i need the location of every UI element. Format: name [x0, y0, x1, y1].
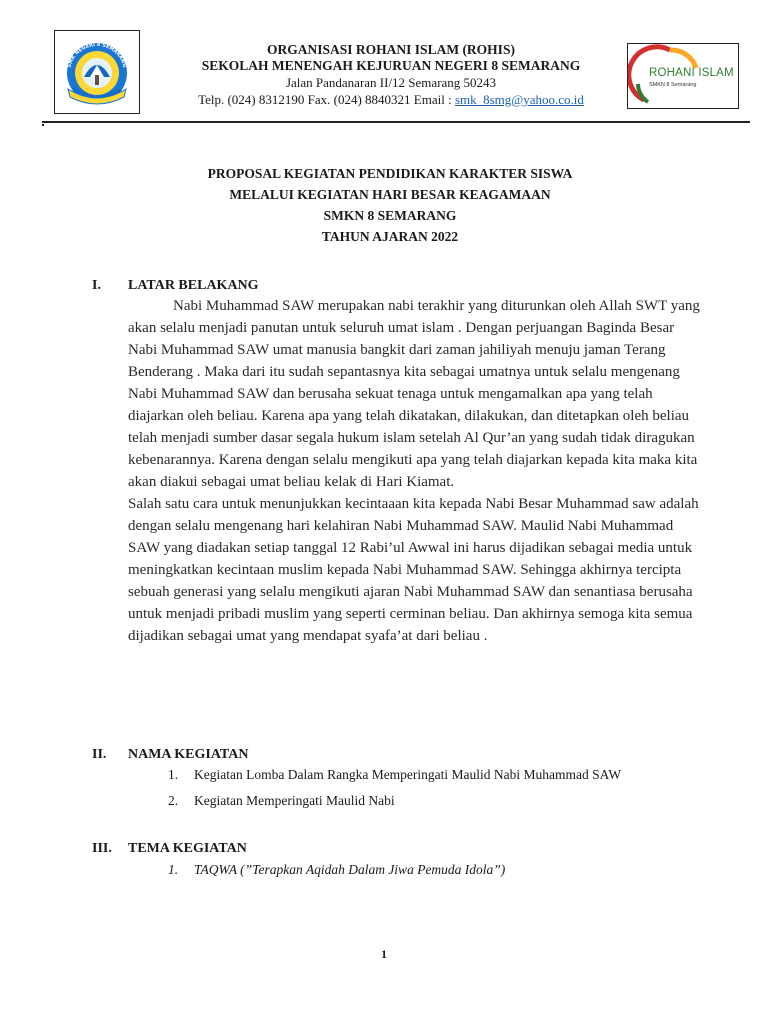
- section-3-number: III.: [92, 841, 112, 856]
- school-logo-bottom-text: TUT WURI HANDAYANI: [71, 87, 123, 100]
- page-number: 1: [381, 947, 387, 961]
- school-logo: [54, 30, 140, 114]
- contact-prefix: Telp. (024) 8312190 Fax. (024) 8840321 Email :: [198, 92, 455, 107]
- letterhead-text: [150, 42, 632, 109]
- background-paragraph-2: Salah satu cara untuk menunjukkan kecintaaan kita kepada Nabi Besar Muhammad saw adalah dengan selalu mengenang hari kelahiran Nabi Muhammad SAW. Maulid Nabi Muhammad SAW yang diadakan setiap tanggal 12 Rabi’ul Awwal ini harus dijadikan sebagai media untuk meningkatkan kecintaan muslim kepada Nabi Muhammad SAW. Sehingga akhirnya tercipta sebuah generasi yang selalu mengikuti ajaran Nabi Muhammad SAW dan senantiasa berusaha untuk menjadi pribadi muslim yang seperti cerminan beliau. Dan akhirnya semoga kita semua dijadikan sebagai umat yang mendapat syafa’at dari beliau .: [128, 496, 699, 644]
- section-1-title: LATAR BELAKANG: [128, 278, 259, 293]
- title-line4: TAHUN AJARAN 2022: [321, 229, 459, 244]
- letterhead-divider: [42, 121, 750, 123]
- section-1-body: [128, 295, 703, 647]
- org-contact: [150, 91, 632, 109]
- rohis-logo: [627, 43, 739, 109]
- section-3-title: TEMA KEGIATAN: [128, 841, 247, 856]
- list-item-text: Kegiatan Lomba Dalam Rangka Memperingati Maulid Nabi Muhammad SAW: [194, 767, 622, 782]
- proposal-title: [130, 163, 650, 247]
- list-item: [168, 862, 505, 878]
- org-address: Jalan Pandanaran II/12 Semarang 50243: [285, 75, 497, 90]
- list-item: [168, 793, 395, 809]
- list-item-text: TAQWA (”Terapkan Aqidah Dalam Jiwa Pemuda Idola”): [194, 862, 506, 877]
- section-2-number: II.: [92, 747, 107, 762]
- school-emblem-icon: [58, 35, 136, 109]
- section-1-number: I.: [92, 278, 101, 293]
- org-name-line1: ORGANISASI ROHANI ISLAM (ROHIS): [267, 42, 515, 57]
- section-2-title: NAMA KEGIATAN: [128, 747, 249, 762]
- rohis-sub-text: SMKN 8 Semarang: [649, 82, 697, 88]
- list-item-number: 1.: [168, 862, 179, 877]
- list-item-number: 1.: [168, 767, 179, 782]
- org-name-line2: SEKOLAH MENENGAH KEJURUAN NEGERI 8 SEMARANG: [201, 58, 581, 73]
- background-paragraph-1: Nabi Muhammad SAW merupakan nabi terakhir yang diturunkan oleh Allah SWT yang akan selalu menjadi panutan untuk seluruh umat islam . Dengan perjuangan Baginda Besar Nabi Muhammad SAW umat manusia bangkit dari zaman jahiliyah menuju jaman Terang Benderang . Maka dari itu sudah sepantasnya kita sebagai umatnya untuk selalu mengenang Nabi Muhammad SAW dan berusaha sekuat tenaga untuk mengamalkan apa yang telah diajarkan oleh beliau. Karena apa yang telah dikatakan, dilakukan, dan ditetapkan oleh beliau telah menjadi sumber dasar segala hukum islam setelah Al Qur’an yang sudah tidak diragukan kebenarannya. Karena dengan selalu mengikuti apa yang telah diajarkan kepada kita maka kita akan diakui sebagai umat beliau kelak di Hari Kiamat.: [128, 298, 700, 490]
- title-line3: SMKN 8 SEMARANG: [323, 208, 457, 223]
- rohis-brand-text: ROHANI ISLAM: [649, 67, 734, 79]
- list-item: [168, 767, 621, 783]
- list-item-text: Kegiatan Memperingati Maulid Nabi: [194, 793, 395, 808]
- title-line1: PROPOSAL KEGIATAN PENDIDIKAN KARAKTER SISWA: [207, 166, 573, 181]
- list-item-number: 2.: [168, 793, 179, 808]
- school-logo-top-text: SMK NEGERI 8 SEMARANG: [66, 41, 128, 69]
- email-link[interactable]: smk_8smg@yahoo.co.id: [454, 92, 584, 107]
- title-line2: MELALUI KEGIATAN HARI BESAR KEAGAMAAN: [229, 187, 551, 202]
- divider-mark: [42, 124, 44, 126]
